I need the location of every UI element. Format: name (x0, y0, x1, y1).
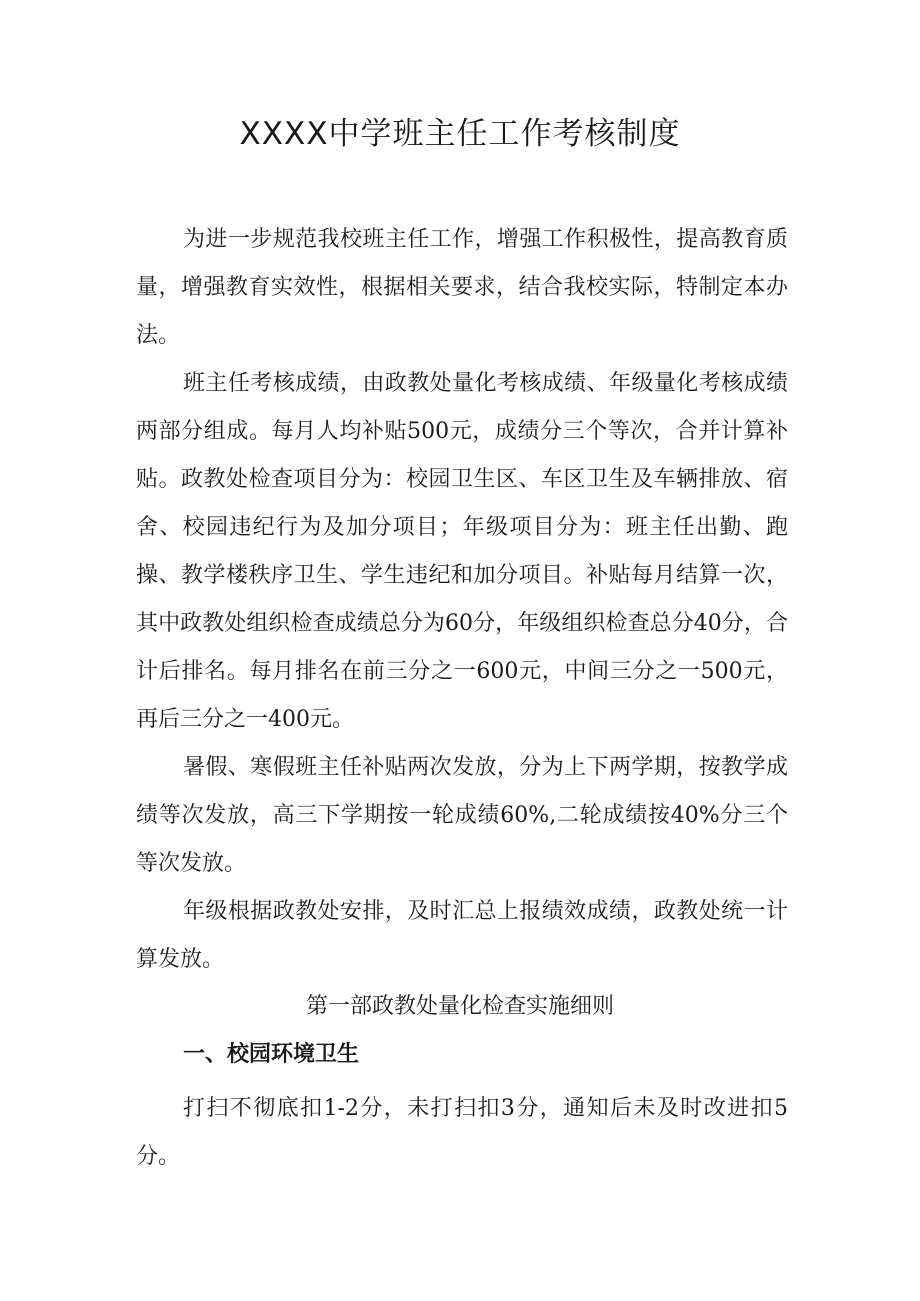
paragraph-hygiene-deductions: 打扫不彻底扣1-2分，未打扫扣3分，通知后未及时改进扣5分。 (136, 1096, 788, 1169)
paragraph-purpose: 为进一步规范我校班主任工作，增强工作积极性，提高教育质量，增强教育实效性，根据相关要求，结合我校实际，特制定本办法。 (136, 227, 788, 348)
paragraph-grade-reporting: 年级根据政教处安排，及时汇总上报绩效成绩，政教处统一计算发放。 (136, 899, 788, 972)
section-heading: 第一部政教处量化检查实施细则 (305, 994, 614, 1019)
paragraph-assessment-composition: 班主任考核成绩，由政教处量化考核成绩、年级量化考核成绩两部分组成。每月人均补贴500元，成绩分三个等次，合并计算补贴。政教处检查项目分为：校园卫生区、车区卫生及车辆排放、宿舍、校园违纪行为及加分项目；年级项目分为：班主任出勤、跑操、教学楼秩序卫生、学生违纪和加分项目。补贴每月结算一次，其中政教处组织检查成绩总分为60分，年级组织检查总分40分，合计后排名。每月排名在前三分之一600元，中间三分之一500元，再后三分之一400元。 (136, 371, 788, 732)
document-title: XXXX中学班主任工作考核制度 (239, 116, 681, 152)
sub-heading-campus-hygiene: 一、校园环境卫生 (183, 1042, 360, 1067)
paragraph-holiday-subsidy: 暑假、寒假班主任补贴两次发放，分为上下两学期，按教学成绩等次发放，高三下学期按一轮成绩60%,二轮成绩按40%分三个等次发放。 (136, 755, 788, 876)
